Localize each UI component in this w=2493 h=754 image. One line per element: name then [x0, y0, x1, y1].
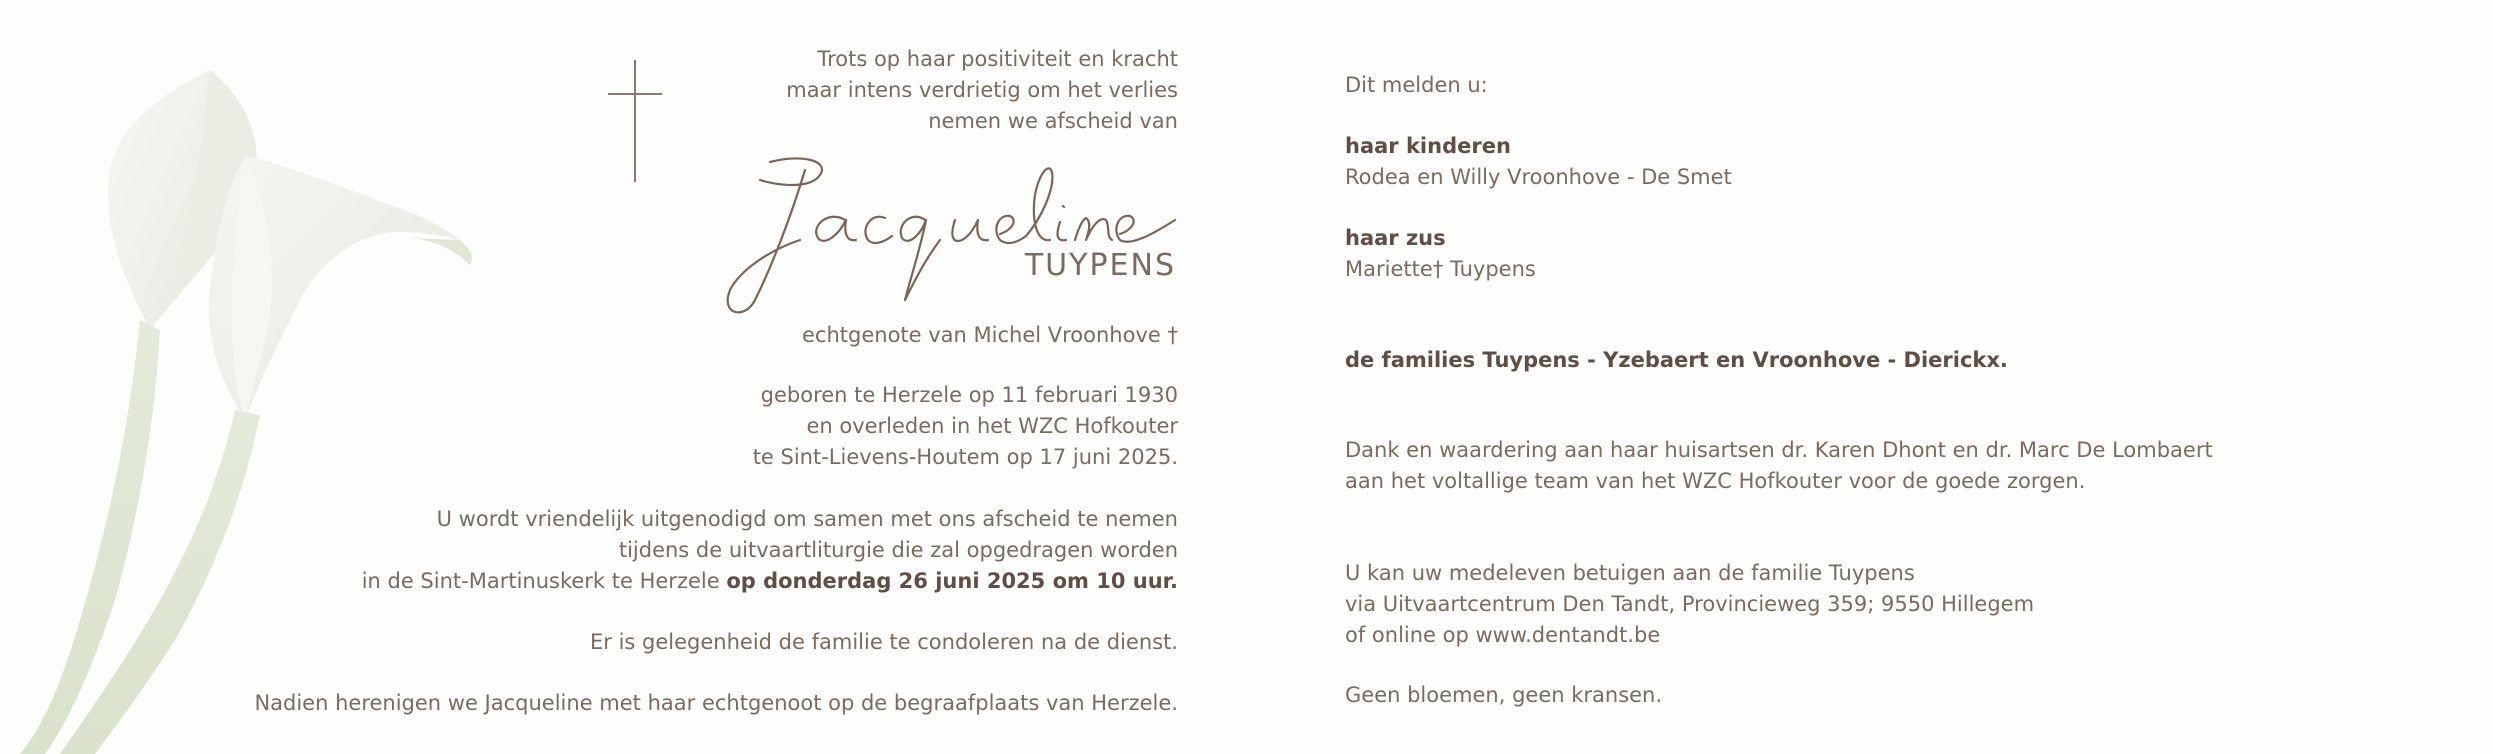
spouse-block	[250, 320, 1178, 351]
service-datetime: op donderdag 26 juni 2025 om 10 uur	[726, 569, 1171, 593]
burial-line: Nadien herenigen we Jacqueline met haar echtgenoot op de begraafplaats van Herzele.	[254, 691, 1178, 715]
children-names: Rodea en Willy Vroonhove - De Smet	[1345, 165, 1732, 189]
thanks-line-2: aan het voltallige team van het WZC Hofkouter voor de goede zorgen.	[1345, 469, 2086, 493]
burial-block	[250, 688, 1178, 719]
intro-line-2: maar intens verdrietig om het verlies	[786, 78, 1178, 102]
invitation-line-2: tijdens de uitvaartliturgie die zal opgedragen worden	[618, 538, 1178, 562]
condolence-info-line-1: U kan uw medeleven betuigen aan de familie Tuypens	[1345, 561, 1915, 585]
spouse-line: echtgenote van Michel Vroonhove †	[802, 323, 1178, 347]
death-line: en overleden in het WZC Hofkouter	[806, 414, 1178, 438]
birth-death-block	[250, 380, 1178, 473]
families-line: de families Tuypens - Yzebaert en Vroonhove - Dierickx.	[1345, 348, 2008, 372]
thanks-line-1: Dank en waardering aan haar huisartsen dr. Karen Dhont en dr. Marc De Lombaert	[1345, 438, 2213, 462]
service-period: .	[1170, 569, 1178, 593]
intro-block	[250, 44, 1178, 137]
sister-name: Mariette† Tuypens	[1345, 257, 1536, 281]
families-block	[1345, 345, 2345, 376]
children-heading: haar kinderen	[1345, 134, 1511, 158]
announcers-intro	[1345, 70, 2345, 101]
sister-block	[1345, 223, 2345, 285]
death-place-line: te Sint-Lievens-Houtem op 17 juni 2025.	[752, 445, 1178, 469]
intro-line-3: nemen we afscheid van	[928, 109, 1178, 133]
invitation-line-1: U wordt vriendelijk uitgenodigd om samen met ons afscheid te nemen	[436, 507, 1178, 531]
announcers-intro-line: Dit melden u:	[1345, 73, 1488, 97]
invitation-line-3	[250, 566, 1178, 597]
thanks-block	[1345, 435, 2345, 497]
condolence-info-line-2: via Uitvaartcentrum Den Tandt, Provincieweg 359; 9550 Hillegem	[1345, 592, 2035, 616]
church-text: in de Sint-Martinuskerk te Herzele	[361, 569, 727, 593]
condolence-block	[250, 627, 1178, 658]
condolence-info-block	[1345, 558, 2345, 651]
intro-line-1: Trots op haar positiviteit en kracht	[817, 47, 1178, 71]
children-block	[1345, 131, 2345, 193]
last-name: TUYPENS	[1024, 248, 1176, 283]
birth-line: geboren te Herzele op 11 februari 1930	[760, 383, 1178, 407]
website-link[interactable]: of online op www.dentandt.be	[1345, 623, 1661, 647]
no-flowers-line: Geen bloemen, geen kransen.	[1345, 683, 1663, 707]
invitation-block	[250, 504, 1178, 597]
first-name-signature	[700, 150, 1180, 315]
condolence-line: Er is gelegenheid de familie te condoleren na de dienst.	[590, 630, 1178, 654]
sister-heading: haar zus	[1345, 226, 1446, 250]
no-flowers-block	[1345, 680, 2345, 711]
